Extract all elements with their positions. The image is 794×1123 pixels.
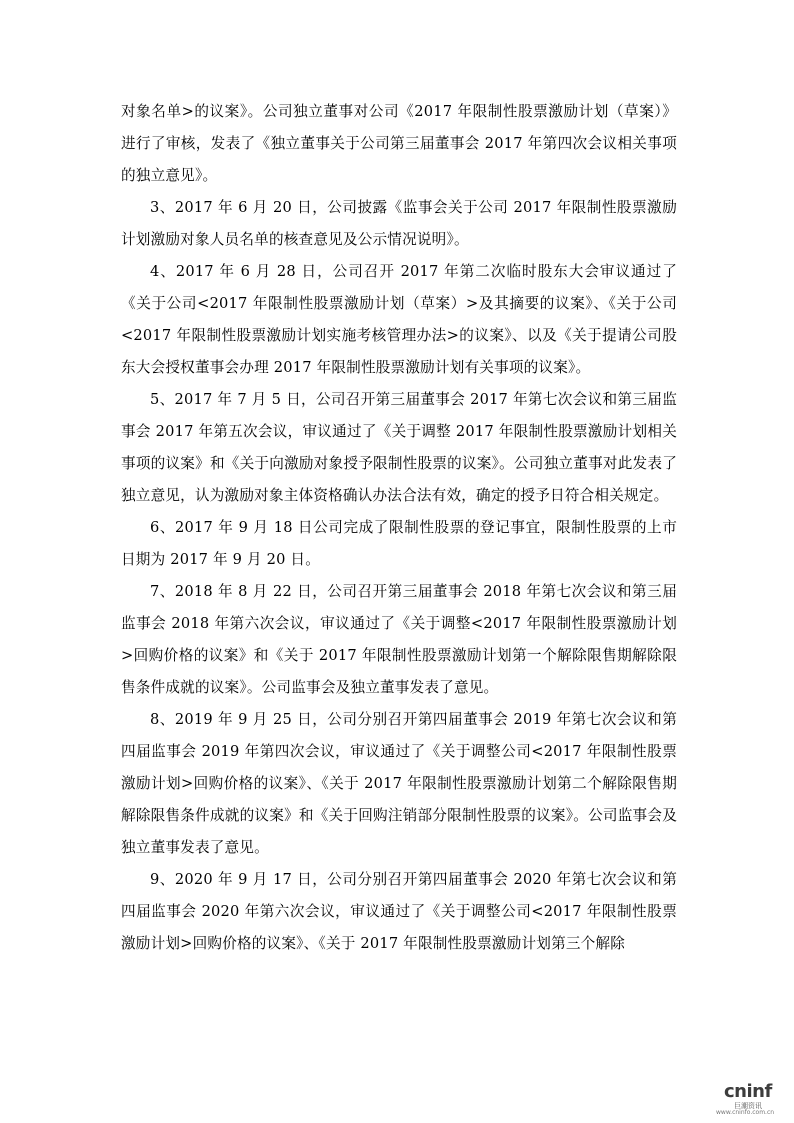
paragraph-item-4: 4、2017 年 6 月 28 日，公司召开 2017 年第二次临时股东大会审议通过了《关于公司<2017 年限制性股票激励计划（草案）>及其摘要的议案》、《关于公司<2017 年限制性股票激励计划实施考核管理办法>的议案》、以及《关于提请公司股东大会授权董事会办理 2017 年限制性股票激励计划有关事项的议案》。	[121, 263, 677, 376]
body-text	[121, 96, 677, 960]
paragraph-continuation: 对象名单>的议案》。公司独立董事对公司《2017 年限制性股票激励计划（草案）》进行了审核，发表了《独立董事关于公司第三届董事会 2017 年第四次会议相关事项的独立意见》。	[121, 103, 677, 184]
cninfo-logo-icon: cninf	[724, 1081, 772, 1102]
cninfo-logo-subtitle: 巨潮资讯	[734, 1102, 762, 1110]
paragraph-item-9: 9、2020 年 9 月 17 日，公司分别召开第四届董事会 2020 年第七次会议和第四届监事会 2020 年第六次会议，审议通过了《关于调整公司<2017 年限制性股票激励计划>回购价格的议案》、《关于 2017 年限制性股票激励计划第三个解除	[121, 871, 677, 952]
cninfo-logo-url: www.cninfo.com.cn	[716, 1109, 775, 1116]
paragraph-item-8: 8、2019 年 9 月 25 日，公司分别召开第四届董事会 2019 年第七次会议和第四届监事会 2019 年第四次会议，审议通过了《关于调整公司<2017 年限制性股票激励计划>回购价格的议案》、《关于 2017 年限制性股票激励计划第二个解除限售期解除限售条件成就的议案》和《关于回购注销部分限制性股票的议案》。公司监事会及独立董事发表了意见。	[121, 711, 677, 856]
paragraph-item-7: 7、2018 年 8 月 22 日，公司召开第三届董事会 2018 年第七次会议和第三届监事会 2018 年第六次会议，审议通过了《关于调整<2017 年限制性股票激励计划>回购价格的议案》和《关于 2017 年限制性股票激励计划第一个解除限售期解除限售条件成就的议案》。公司监事会及独立董事发表了意见。	[121, 583, 677, 696]
paragraph-item-3: 3、2017 年 6 月 20 日，公司披露《监事会关于公司 2017 年限制性股票激励计划激励对象人员名单的核查意见及公示情况说明》。	[121, 199, 677, 248]
paragraph-item-5: 5、2017 年 7 月 5 日，公司召开第三届董事会 2017 年第七次会议和第三届监事会 2017 年第五次会议，审议通过了《关于调整 2017 年限制性股票激励计划相关事项的议案》和《关于向激励对象授予限制性股票的议案》。公司独立董事对此发表了独立意见，认为激励对象主体资格确认办法合法有效，确定的授予日符合相关规定。	[121, 391, 677, 504]
cninfo-watermark	[708, 1079, 794, 1117]
paragraph-item-6: 6、2017 年 9 月 18 日公司完成了限制性股票的登记事宜，限制性股票的上市日期为 2017 年 9 月 20 日。	[121, 519, 677, 568]
